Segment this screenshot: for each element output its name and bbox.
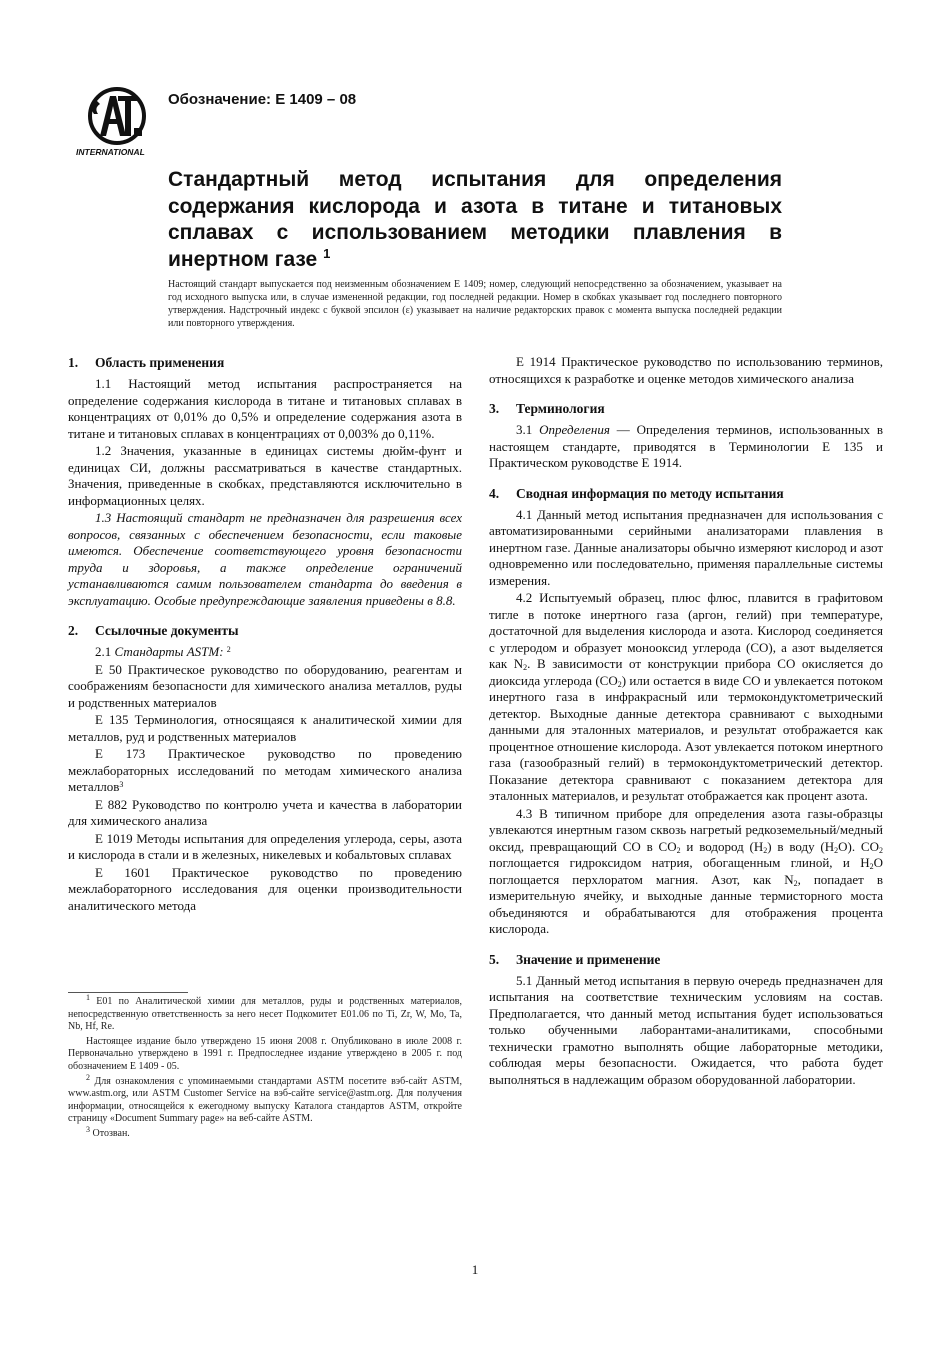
section-title: Сводная информация по методу испытания bbox=[516, 485, 784, 501]
paragraph-label: Определения bbox=[539, 422, 610, 437]
paragraph-number: 3.1 bbox=[516, 422, 533, 437]
text-run: O поглощается перхлоратом магния. Азот, как N bbox=[489, 855, 883, 887]
reference-e173 bbox=[68, 746, 462, 796]
footnote-mark: 3 bbox=[86, 1124, 90, 1134]
section-terminology bbox=[489, 400, 883, 472]
reference-e135: E 135 Терминология, относящаяся к аналитической химии для металлов, руд и родственных материалов bbox=[68, 712, 462, 744]
paragraph-1-2: 1.2 Значения, указанные в единицах системы дюйм-фунт и единицах СИ, должны рассматриваться в качестве стандартных. Значения, приведенные в скобках, представляются исключительно в информационных целях. bbox=[68, 443, 462, 508]
footnote-mark: 1 bbox=[86, 993, 90, 1002]
paragraph-4-3 bbox=[489, 806, 883, 938]
text-run: 4.3 В типичном приборе для определения азота газы-образцы увлекаются инертным газом сквозь нагретый редкоземельный/медный оксид, превращающий CO в CO bbox=[489, 805, 883, 854]
text-run: поглощается гидроксидом натрия, обогащенным глиной, и H bbox=[489, 855, 870, 870]
left-column bbox=[68, 354, 462, 927]
reference-e1601: E 1601 Практическое руководство по проведению межлабораторного исследования для оценки производительности аналитического метода bbox=[68, 864, 462, 913]
section-significance bbox=[489, 951, 883, 1089]
section-summary bbox=[489, 485, 883, 938]
section-heading bbox=[489, 951, 883, 968]
paragraph-4-2 bbox=[489, 590, 883, 805]
astm-logo bbox=[76, 84, 158, 158]
title-text: Стандартный метод испытания для определения содержания кислорода и азота в титане и титановых сплавах с использованием методики плавления в инертном газе bbox=[168, 168, 782, 271]
text-run: O). CO bbox=[838, 838, 879, 854]
section-scope bbox=[68, 354, 462, 609]
subscript: 2 bbox=[763, 845, 768, 855]
footnote-mark: 2 bbox=[86, 1072, 90, 1082]
footnotes bbox=[68, 992, 462, 1143]
subscript: 2 bbox=[617, 679, 622, 689]
section-references-cont bbox=[489, 354, 883, 387]
paragraph-3-1 bbox=[489, 422, 883, 472]
subscript: 2 bbox=[879, 845, 883, 855]
section-number: 1. bbox=[68, 355, 79, 370]
standard-notice: Настоящий стандарт выпускается под неизменным обозначением E 1409; номер, следующий непосредственно за обозначением, указывает на год исходного выпуска или, в случае измененной редакции, год последней редакции. Номер в скобках указывает год последнего повторного утверждения. Надстрочный индекс с буквой эпсилон (ε) указывает на наличие редакторских правок с момента выпуска последней редакции или повторного утверждения. bbox=[168, 279, 782, 329]
reference-e50: E 50 Практическое руководство по оборудованию, реагентам и соображениям безопасности для химического анализа металлов, руды и родственных материалов bbox=[68, 661, 462, 710]
section-title: Ссылочные документы bbox=[95, 623, 239, 638]
footnote-mark: 2 bbox=[226, 645, 231, 654]
paragraph-5-1: 5.1 Данный метод испытания в первую очередь предназначен для испытания на соответствие техническим условиям на состав. Предполагается, что данный метод испытания будет использоваться только обученными лаборантами-аналитиками, способными технически грамотно выполнять общие лабораторные методики, соблюдая меры безопасности. Ожидается, что работа будет выполняться в надлежащим образом оборудованной лаборатории. bbox=[489, 972, 883, 1087]
paragraph-label: Стандарты ASTM: bbox=[114, 644, 224, 659]
section-references bbox=[68, 622, 462, 914]
section-heading bbox=[68, 622, 462, 639]
subscript: 2 bbox=[869, 862, 874, 871]
section-number: 5. bbox=[489, 951, 500, 967]
text-run: ) или остается в виде CO и увлекается потоком инертного газа в инфракрасный или термокондуктометрический детектор. Выходные данные детектора сравнивают с выходными данными для эталонных материалов, и результат отображается как процентное отношение кислорода. Азот увлекается потоком инертного газа (газообразный гелий) в термокондуктометрический детектор. Показание детектора сравнивают с показанием детектора для эталонных материалов, и результат отображается как процент азота. bbox=[489, 672, 883, 803]
paragraph-4-1: 4.1 Данный метод испытания предназначен для использования с автоматизированными серийными анализаторами плавления в инертном газе. Данные анализаторы обычно измеряют кислород и азот одновременно или последовательно, применяя параллельные системы измерения. bbox=[489, 506, 883, 588]
section-heading bbox=[489, 485, 883, 502]
subscript: 2 bbox=[523, 663, 528, 672]
text-run: . В зависимости от конструкции прибора CO окисляется до диоксида углерода (CO bbox=[489, 656, 883, 688]
text-run: , попадает в измерительную ячейку, и выходные данные термисторного моста объединяются и обрабатываются для отображения процента кислорода. bbox=[489, 871, 883, 936]
footnote-3 bbox=[68, 1124, 462, 1141]
footnote-text: E01 по Аналитической химии для металлов, руды и родственных материалов, непосредственную ответственность за него несет Подкомитет E01.06 по Ti, Zr, W, Mo, Ta, Nb, Hf, Re. bbox=[68, 996, 462, 1033]
section-number: 3. bbox=[489, 401, 500, 416]
title-footnote-mark: 1 bbox=[323, 245, 331, 261]
subscript: 2 bbox=[676, 845, 681, 855]
subscript: 2 bbox=[793, 878, 798, 888]
section-number: 4. bbox=[489, 485, 500, 501]
reference-e1019: E 1019 Методы испытания для определения углерода, серы, азота и кислорода в стали и в железных, никелевых и кобальтовых сплавах bbox=[68, 830, 462, 862]
reference-e1914: E 1914 Практическое руководство по использованию терминов, относящихся к разработке и оценке методов химического анализа bbox=[489, 354, 883, 386]
section-heading bbox=[68, 354, 462, 371]
footnote-2 bbox=[68, 1072, 462, 1126]
section-title: Терминология bbox=[516, 401, 605, 416]
paragraph-2-1 bbox=[68, 644, 462, 661]
reference-e882: E 882 Руководство по контролю учета и качества в лаборатории для химического анализа bbox=[68, 796, 462, 828]
footnote-1b: Настоящее издание было утверждено 15 июня 2008 г. Опубликовано в июле 2008 г. Первоначально утверждено в 1991 г. Предпоследнее издание утверждено в 2005 г. под обозначением E 1409 - 05. bbox=[68, 1035, 462, 1072]
text-run: и водород (H bbox=[680, 838, 764, 854]
right-column bbox=[489, 354, 883, 1101]
designation: Обозначение: E 1409 – 08 bbox=[168, 91, 357, 108]
section-heading bbox=[489, 400, 883, 417]
page-number: 1 bbox=[471, 1262, 479, 1277]
footnote-text: Отозван. bbox=[92, 1127, 130, 1139]
paragraph-1-1: 1.1 Настоящий метод испытания распространяется на определение содержания кислорода в титане и титановых сплавах в концентрациях от 0,01% до 0,5% и определение содержания азота в титане и титановых сплавах в концентрациях от 0,003% до 0,11%. bbox=[68, 376, 462, 441]
reference-text: E 173 Практическое руководство по проведению межлабораторных исследований по методам химического анализа металлов bbox=[68, 746, 462, 794]
subscript: 2 bbox=[834, 845, 839, 855]
text-run: 4.2 Испытуемый образец, плюс флюс, плавится в графитовом тигле в потоке инертного газа (аргон, гелий) при температуре, достаточной для выделения кислорода и азота. Кислород соединяется с углеродом и образует монооксид углерода (CO), а азот выделяется как N bbox=[489, 590, 883, 671]
paragraph-1-3: 1.3 Настоящий стандарт не предназначен для разрешения всех вопросов, связанных с обеспечением безопасности, если таковые имеются. Обеспечение соответствующего уровня безопасности труда и здоровья, а также определение ограничений устанавливаются самим пользователем стандарта до введения в эксплуатацию. Особые предупреждающие заявления приведены в 8.8. bbox=[68, 510, 462, 608]
text-run: ) в воду (H bbox=[767, 838, 835, 854]
footnote-1 bbox=[68, 993, 462, 1034]
document-title bbox=[168, 167, 782, 273]
section-number: 2. bbox=[68, 623, 79, 638]
paragraph-text: — Определения терминов, использованных в настоящем стандарте, приводятся в Терминологии E 135 и Практическом руководстве E 1914. bbox=[489, 422, 884, 470]
section-title: Значение и применение bbox=[516, 951, 661, 967]
logo-text: INTERNATIONAL bbox=[76, 147, 145, 157]
footnote-mark: 3 bbox=[119, 780, 124, 789]
footnote-text: Для ознакомления с упоминаемыми стандартами ASTM посетите вэб-сайт ASTM, www.astm.org, или ASTM Customer Service на вэб-сайте service@astm.org. Для получения информации, относящейся к ежегодному выпуску Каталога стандартов ASTM, откройте страницу «Document Summary page» на веб-сайте ASTM. bbox=[68, 1075, 462, 1125]
paragraph-number: 2.1 bbox=[95, 644, 112, 659]
section-title: Область применения bbox=[95, 355, 225, 370]
